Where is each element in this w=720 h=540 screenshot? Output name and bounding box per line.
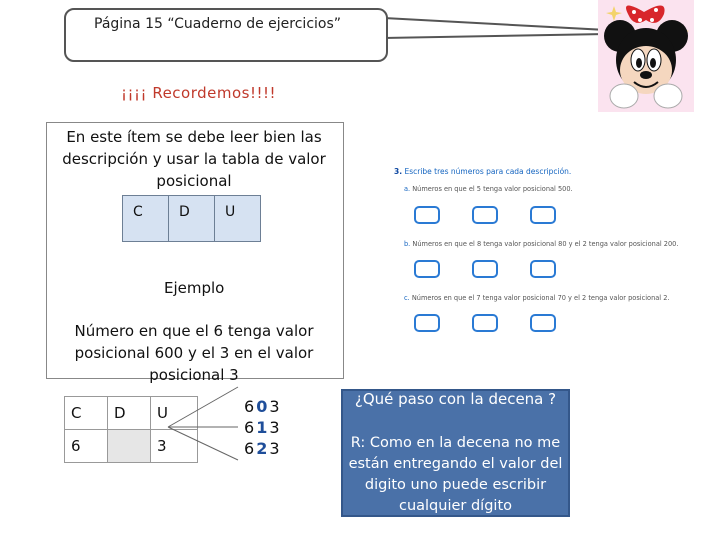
question-title: ¿Qué paso con la decena ?: [354, 390, 557, 408]
example-number: 603: [244, 397, 282, 416]
answer-box[interactable]: [530, 260, 556, 278]
example-header-c: C: [65, 397, 108, 430]
exercise-item-a: a. Números en que el 5 tenga valor posicional 500.: [404, 185, 573, 193]
answer-box[interactable]: [472, 314, 498, 332]
exercise-question: 3. Escribe tres números para cada descripción.: [394, 167, 572, 176]
answer-box[interactable]: [472, 260, 498, 278]
example-number: 623: [244, 439, 282, 458]
page-title: Página 15 “Cuaderno de ejercicios”: [94, 16, 342, 32]
question-answer: R: Como en la decena no me están entregando el valor del digito uno puede escribir cualquier dígito: [348, 435, 563, 514]
place-value-header-d: D: [169, 196, 215, 242]
exercise-item-c: c. Números en que el 7 tenga valor posicional 70 y el 2 tenga valor posicional 2.: [404, 294, 670, 302]
answer-box[interactable]: [530, 206, 556, 224]
place-value-header-u: U: [215, 196, 261, 242]
example-description: Número en que el 6 tenga valor posicional 600 y el 3 en el valor posicional 3: [74, 322, 314, 384]
place-value-header-c: C: [123, 196, 169, 242]
example-header-d: D: [108, 397, 151, 430]
answer-box[interactable]: [414, 314, 440, 332]
answer-box[interactable]: [472, 206, 498, 224]
exercise-image: [394, 163, 694, 343]
example-cell-c: 6: [65, 430, 108, 463]
instruction-text: En este ítem se debe leer bien las descripción y usar la tabla de valor posicional: [62, 128, 326, 190]
example-numbers: [244, 396, 282, 459]
answer-box[interactable]: [414, 260, 440, 278]
answer-box[interactable]: [530, 314, 556, 332]
exercise-item-b: b. Números en que el 8 tenga valor posicional 80 y el 2 tenga valor posicional 200.: [404, 240, 679, 248]
example-header-u: U: [151, 397, 198, 430]
recordemos-heading: ¡¡¡¡ Recordemos!!!!: [121, 84, 277, 102]
example-number: 613: [244, 418, 282, 437]
example-label: Ejemplo: [164, 279, 225, 297]
example-cell-u: 3: [151, 430, 198, 463]
answer-box[interactable]: [414, 206, 440, 224]
